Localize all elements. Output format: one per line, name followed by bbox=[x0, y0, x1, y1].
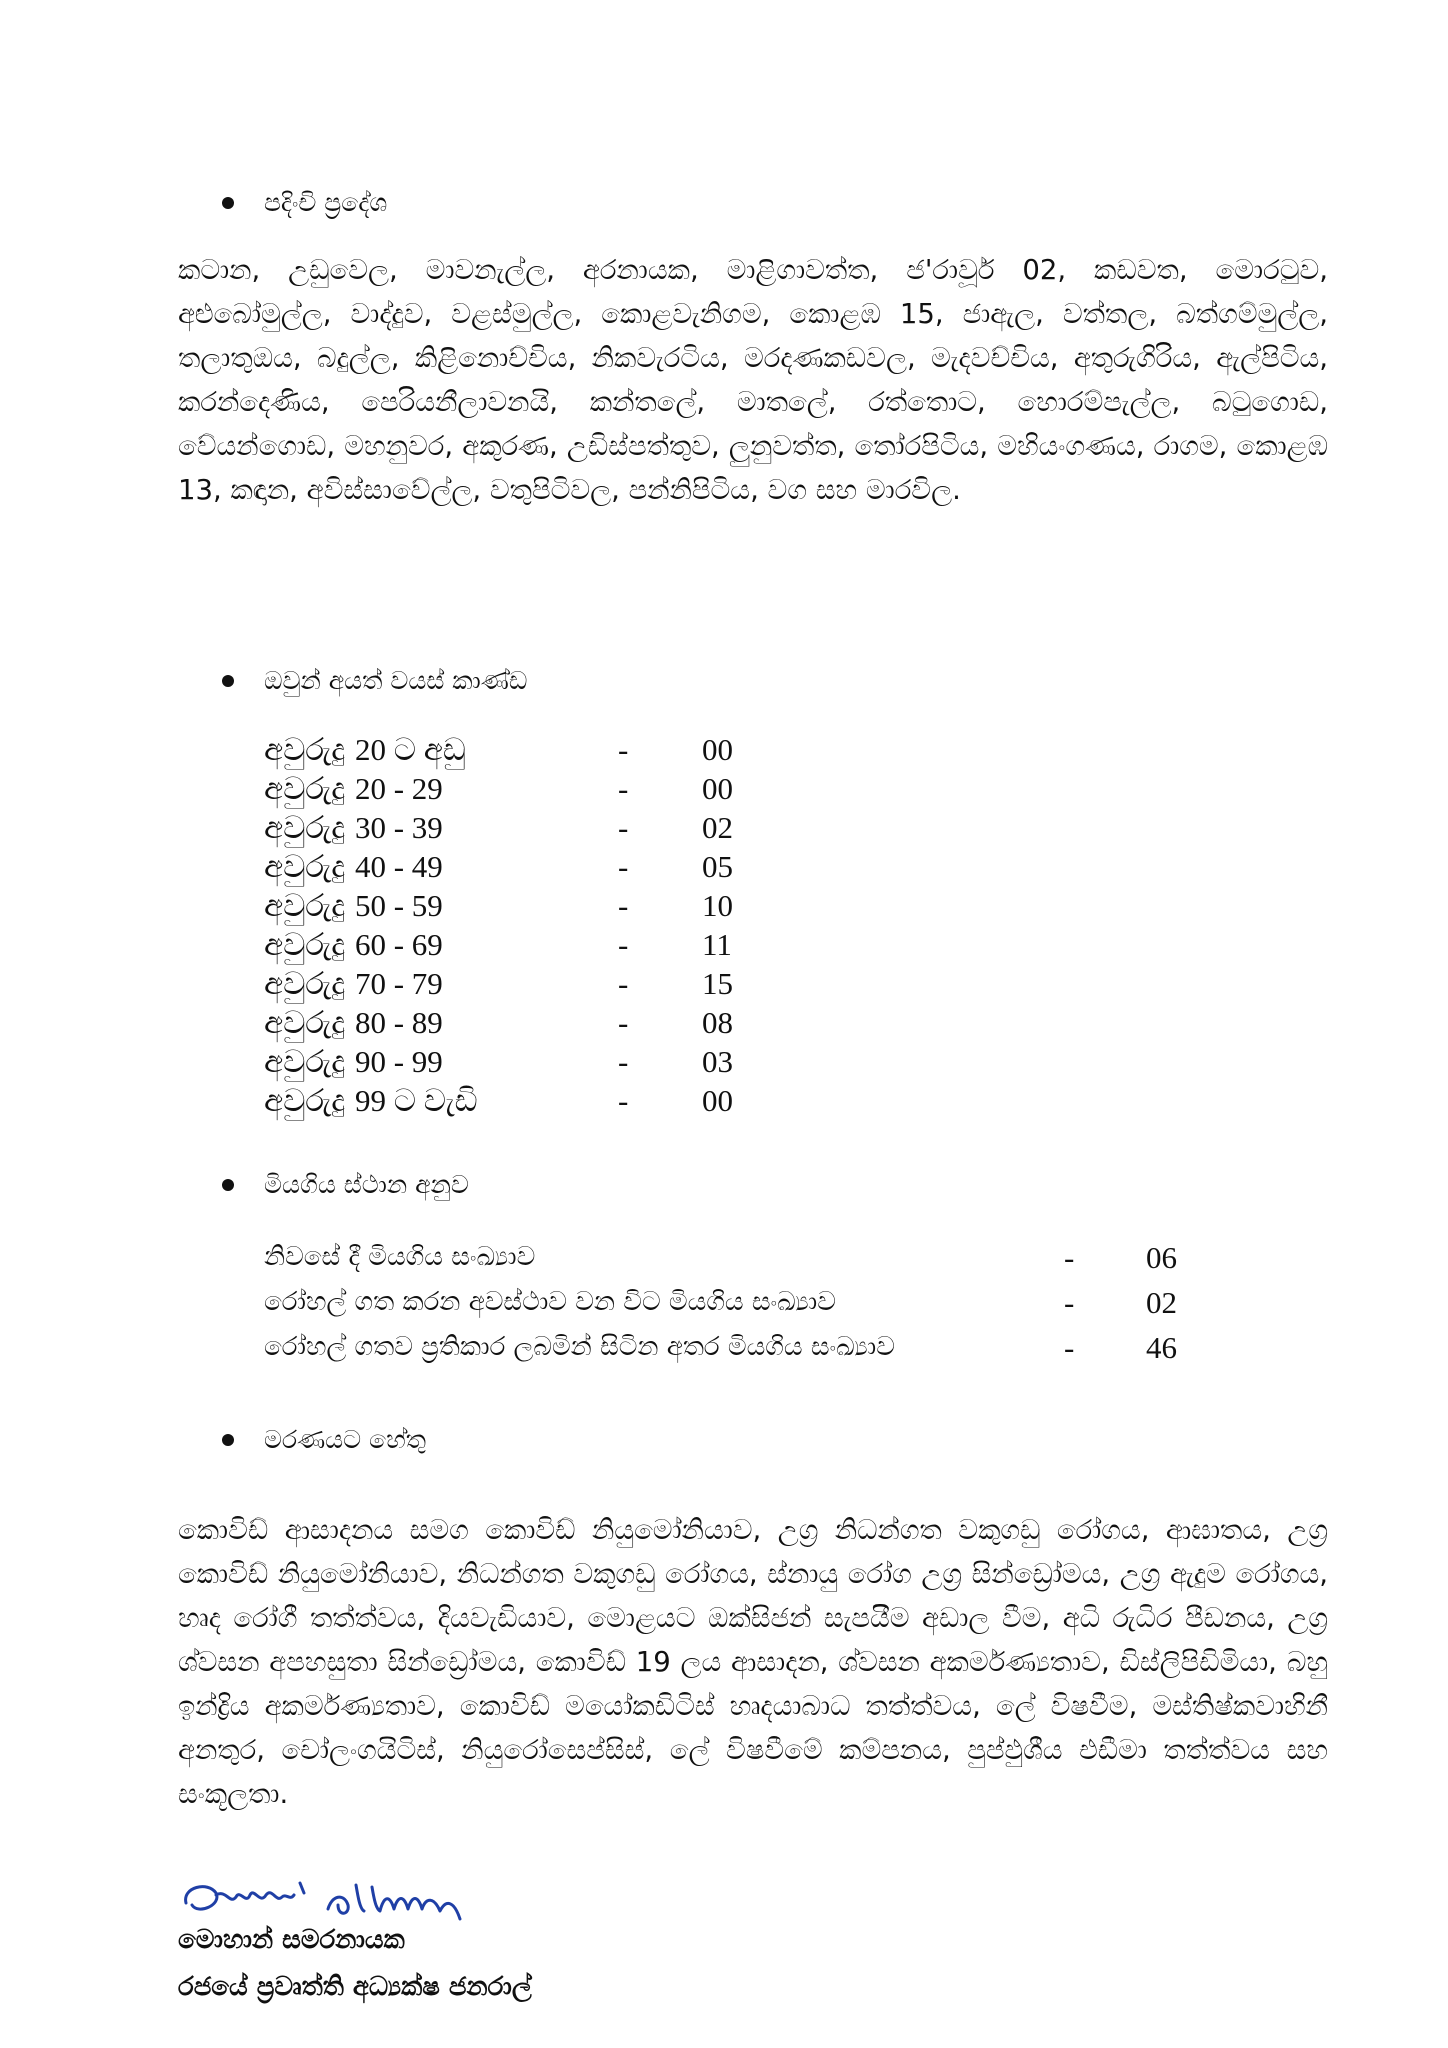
place-row bbox=[264, 1235, 1226, 1280]
age-dash: - bbox=[618, 966, 629, 1001]
age-row bbox=[264, 1003, 782, 1042]
age-range: 20 ට අඩු bbox=[354, 732, 466, 767]
age-label: අවුරුදු bbox=[264, 771, 346, 807]
age-range: 90 - 99 bbox=[354, 1044, 443, 1079]
age-label: අවුරුදු bbox=[264, 1044, 346, 1080]
place-count: 02 bbox=[1146, 1284, 1177, 1320]
age-dash: - bbox=[618, 1044, 629, 1079]
age-range: 80 - 89 bbox=[354, 1005, 443, 1040]
age-label: අවුරුදු bbox=[264, 849, 346, 885]
age-count: 02 bbox=[702, 810, 733, 845]
age-range: 60 - 69 bbox=[354, 927, 443, 962]
age-range: 30 - 39 bbox=[354, 810, 443, 845]
age-row bbox=[264, 730, 782, 769]
age-count: 00 bbox=[702, 732, 733, 767]
signatory-name: මොහාන් සමරනායක bbox=[178, 1925, 405, 1955]
age-groups-table bbox=[264, 730, 782, 1120]
age-label: අවුරුදු bbox=[264, 810, 346, 846]
age-count: 15 bbox=[702, 966, 733, 1001]
age-label: අවුරුදු bbox=[264, 732, 346, 768]
age-range: 70 - 79 bbox=[354, 966, 443, 1001]
residence-heading: පදිංචි ප්‍රදේශ bbox=[264, 188, 388, 217]
residence-areas-text: කටාන, උඩුවෙල, මාවනැල්ල, අරනායක, මාළිගාවත්ත, ජ'රාවූර් 02, කඩවත, මොරටුව, අළුබෝමුල්ල, වාද්දුව, වළස්මුල්ල, කොළවැනිගම, කොළඹ 15, ජාඇල, වත්තල, බත්ගම්මුල්ල, තලාතුඔය, බදුල්ල, කිළිනොච්චිය, නිකවැරටිය, මරදණකඩවල, මැදවච්චිය, අතුරුගිරිය, ඇල්පිටිය, කරන්දෙණිය, පෙරියනීලාවනයි, කන්තලේ, මාතලේ, රත්තොට, හොරම්පැල්ල, බටුගොඩ, වේයන්ගොඩ, මහනුවර, අකුරණ, උඩිස්පත්තුව, ලුනුවත්ත, තෝරපිටිය, මහියංගණය, රාගම, කොළඹ 13, කඳාන, අවිස්සාවේල්ල, වතුපිටිවල, පන්නිපිටිය, වග සහ මාරවිල. bbox=[178, 254, 1328, 506]
bullet-icon bbox=[222, 1434, 234, 1446]
death-place-heading-row bbox=[222, 1170, 469, 1200]
age-groups-heading: ඔවුන් අයත් වයස් කාණ්ඩ bbox=[264, 666, 528, 695]
place-dash: - bbox=[1064, 1329, 1075, 1365]
bullet-icon bbox=[222, 1179, 234, 1191]
age-count: 00 bbox=[702, 1083, 733, 1118]
age-count: 10 bbox=[702, 888, 733, 923]
place-row bbox=[264, 1280, 1226, 1325]
bullet-icon bbox=[222, 197, 234, 209]
age-row bbox=[264, 1042, 782, 1081]
place-label: රෝහල් ගත කරන අවස්ථාව වන විට මියගිය සංඛ්‍යාව bbox=[264, 1287, 836, 1317]
causes-heading: මරණයට හේතු bbox=[264, 1425, 427, 1454]
age-row bbox=[264, 886, 782, 925]
age-dash: - bbox=[618, 849, 629, 884]
age-label: අවුරුදු bbox=[264, 966, 346, 1002]
place-count: 06 bbox=[1146, 1239, 1177, 1275]
signatory-title: රජයේ ප්‍රවෘත්ති අධ්‍යක්ෂ ජනරාල් bbox=[178, 1972, 532, 2002]
place-dash: - bbox=[1064, 1284, 1075, 1320]
age-label: අවුරුදු bbox=[264, 888, 346, 924]
age-row bbox=[264, 808, 782, 847]
age-row bbox=[264, 847, 782, 886]
handwritten-signature bbox=[178, 1875, 508, 1927]
age-row bbox=[264, 769, 782, 808]
age-dash: - bbox=[618, 888, 629, 923]
place-row bbox=[264, 1325, 1226, 1370]
place-dash: - bbox=[1064, 1239, 1075, 1275]
age-range: 40 - 49 bbox=[354, 849, 443, 884]
age-row bbox=[264, 964, 782, 1003]
age-label: අවුරුදු bbox=[264, 927, 346, 963]
age-dash: - bbox=[618, 771, 629, 806]
age-range: 50 - 59 bbox=[354, 888, 443, 923]
age-label: අවුරුදු bbox=[264, 1083, 346, 1119]
age-dash: - bbox=[618, 732, 629, 767]
age-count: 11 bbox=[702, 927, 732, 962]
age-groups-heading-row bbox=[222, 666, 527, 696]
death-place-table bbox=[264, 1235, 1226, 1370]
place-count: 46 bbox=[1146, 1329, 1177, 1365]
age-count: 08 bbox=[702, 1005, 733, 1040]
place-label: රෝහල් ගතව ප්‍රතිකාර ලබමින් සිටින අතර මියගිය සංඛ්‍යාව bbox=[264, 1332, 895, 1362]
age-label: අවුරුදු bbox=[264, 1005, 346, 1041]
age-dash: - bbox=[618, 927, 629, 962]
age-range: 99 ට වැඩි bbox=[354, 1083, 478, 1118]
age-dash: - bbox=[618, 1083, 629, 1118]
age-count: 00 bbox=[702, 771, 733, 806]
bullet-icon bbox=[222, 675, 234, 687]
age-dash: - bbox=[618, 1005, 629, 1040]
causes-text: කොවිඩ් ආසාදනය සමග කොවිඩ් නියුමෝනියාව, උග්‍ර නිධන්ගත වකුගඩු රෝගය, ආඝාතය, උග්‍ර කොවිඩ් නියුමෝනියාව, නිධන්ගත වකුගඩු රෝගය, ස්නායු රෝග උග්‍ර සින්ඩ්‍රෝමය, උග්‍ර ඇදුම රෝගය, හෘද රෝගී තත්ත්වය, දියවැඩියාව, මොළයට ඔක්සිජන් සැපයීම අඩාල වීම, අධි රුධිර පීඩනය, උග්‍ර ශ්වසන අපහසුතා සින්ඩ්‍රෝමය, කොවිඩ් 19 ලය ආසාදන, ශ්වසන අකර්මණ්‍යතාව, ඩිස්ලිපිඩිමියා, බහු ඉන්ද්‍රිය අකර්මණ්‍යතාව, කොවිඩ් මයෝකඩිටිස් හෘදයාබාධ තත්ත්වය, ලේ විෂවීම, මස්තිෂ්කවාහිනී අනතුර, චෝලංගයිටිස්, නියුරෝසෙප්සිස්, ලේ විෂවීමේ කම්පනය, පුප්ඵුශීය එඩීමා තත්ත්වය සහ සංකූලතා. bbox=[178, 1514, 1328, 1810]
age-count: 03 bbox=[702, 1044, 733, 1079]
death-place-heading: මියගිය ස්ථාන අනුව bbox=[264, 1170, 469, 1199]
age-row bbox=[264, 925, 782, 964]
age-row bbox=[264, 1081, 782, 1120]
age-dash: - bbox=[618, 810, 629, 845]
age-range: 20 - 29 bbox=[354, 771, 443, 806]
place-label: නිවසේ දී මියගිය සංඛ්‍යාව bbox=[264, 1242, 536, 1272]
residence-heading-row bbox=[222, 188, 387, 218]
age-count: 05 bbox=[702, 849, 733, 884]
causes-heading-row bbox=[222, 1425, 426, 1455]
